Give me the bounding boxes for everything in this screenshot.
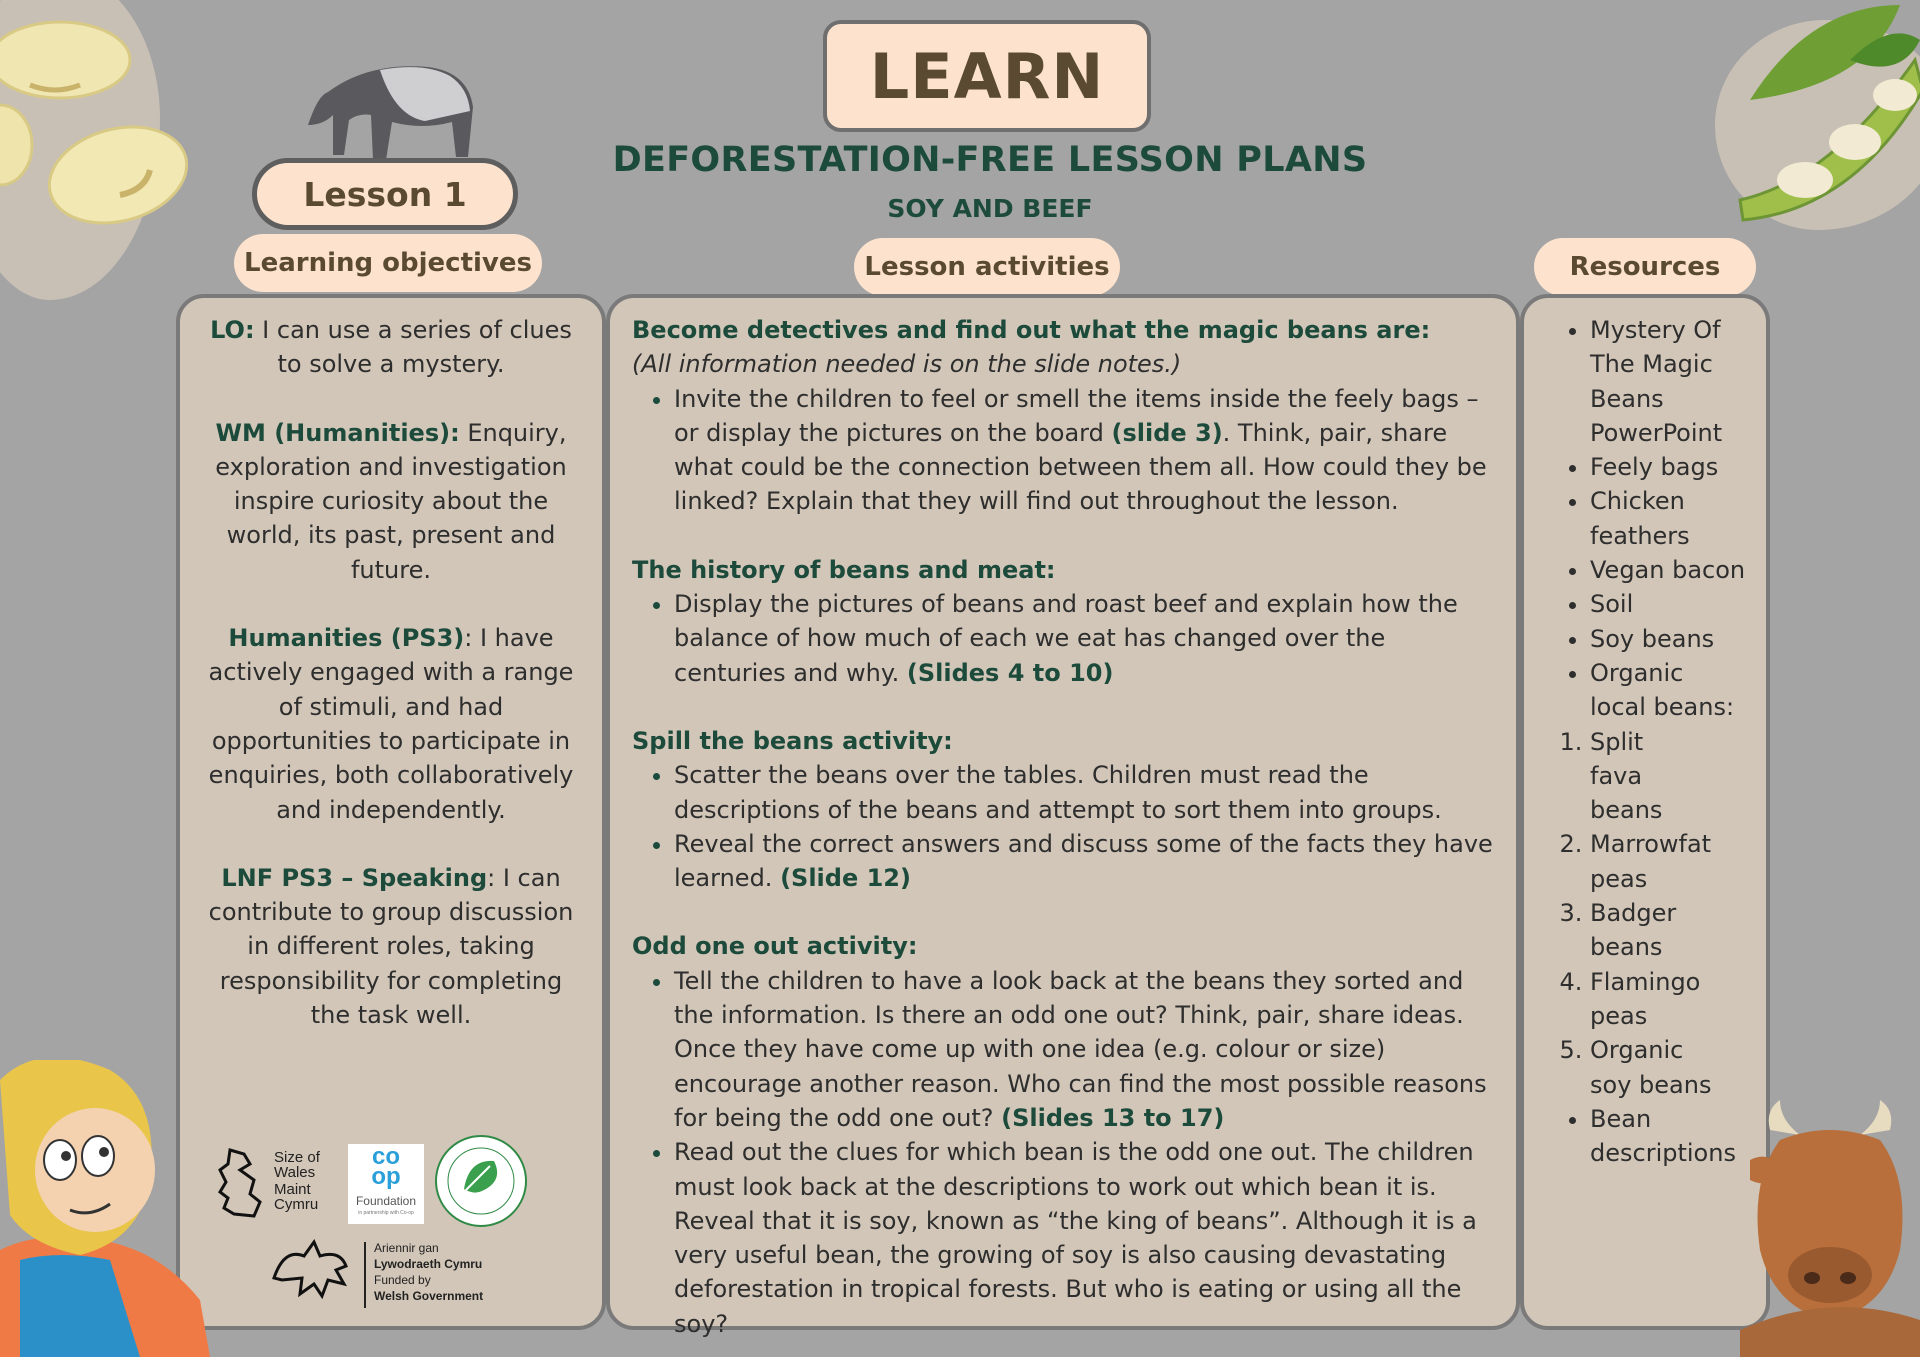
activity-heading: The history of beans and meat:: [632, 555, 1056, 584]
resource-list: [1524, 313, 1758, 725]
size-of-wales-logo: Size of Wales Maint Cymru: [216, 1144, 336, 1222]
bean-item: 4. Flamingo peas: [1590, 965, 1700, 1034]
activity-note: (All information needed is on the slide notes.): [632, 350, 1182, 379]
child-character-illustration: [0, 1060, 230, 1357]
bean-item: 3. Badger beans: [1590, 896, 1700, 965]
cow-illustration: [1740, 1100, 1920, 1357]
page-subtitle: SOY AND BEEF: [887, 194, 1093, 223]
objective-item: LO: I can use a series of clues to solve a mystery.: [210, 316, 572, 379]
bean-item: 5. Organic soy beans: [1590, 1033, 1730, 1102]
activity-heading: Become detectives and find out what the magic beans are:: [632, 316, 1431, 344]
resource-item: • Mystery Of The Magic Beans PowerPoint: [1590, 313, 1730, 450]
objective-item: LNF PS3 – Speaking: I can contribute to group discussion in different roles, taking responsibility for completing the task well.: [208, 863, 574, 1030]
bean-item: 1. Split fava beans: [1590, 725, 1700, 828]
activity-heading: Odd one out activity:: [632, 932, 918, 961]
resource-item: • Soil: [1590, 587, 1758, 621]
objectives-label: Learning objectives: [234, 234, 542, 292]
lesson-label: Lesson 1: [303, 174, 467, 214]
learn-label: LEARN: [869, 39, 1105, 113]
coop-foundation-logo: co op Foundation in partnership with Co-op: [348, 1144, 424, 1224]
activity-bullet: • Reveal the correct answers and discuss some of the facts they have learned. (Slide 12): [674, 827, 1496, 896]
beans-illustration: [0, 20, 200, 230]
resource-item: • Soy beans: [1590, 622, 1758, 656]
activities-label: Lesson activities: [854, 238, 1120, 296]
lesson-number-pill: [252, 158, 518, 230]
resources-panel: [1520, 294, 1770, 1330]
activity-bullet: • Invite the children to feel or smell the items inside the feely bags – or display the pictures on the board (slide 3). Think, pair, share what could be the connection between them all. How could they be linked? Explain that they will find out throughout the lesson.: [674, 382, 1496, 519]
resource-item: • Chicken feathers: [1590, 484, 1700, 553]
resource-item: • Bean descriptions: [1590, 1102, 1740, 1171]
objectives-panel: [176, 294, 606, 1330]
resources-label: Resources: [1534, 238, 1756, 296]
resource-item: • Feely bags: [1590, 450, 1758, 484]
resource-item: • Vegan bacon: [1590, 553, 1758, 587]
activity-heading: Spill the beans activity:: [632, 726, 953, 755]
bean-numbered-list: [1524, 725, 1758, 1102]
deforestation-free-schools-badge: [434, 1134, 528, 1228]
objective-item: Humanities (PS3): I have actively engaged with a range of stimuli, and had opportunities to participate in enquiries, both collaboratively and independently.: [208, 624, 574, 824]
activity-bullet: • Read out the clues for which bean is the odd one out. The children must look back at the descriptions to work out which bean it is. Reveal that it is soy, known as “the king of beans”. Although it is a very useful bean, the growing of soy is also causing devastating deforestation in tropical forests. But who is eating or using all the soy?: [674, 1135, 1496, 1341]
soy-plant-illustration: [1710, 0, 1920, 240]
bean-item: 2. Marrowfat peas: [1590, 827, 1700, 896]
activities-panel: [606, 294, 1520, 1338]
activity-bullet: • Tell the children to have a look back at the beans they sorted and the information. Is there an odd one out? Think, pair, share ideas. Once they have come up with one idea (e.g. colour or size) encourage another reason. Who can find the most possible reasons for being the odd one out? (Slides 13 to 17): [674, 964, 1496, 1135]
activity-bullet: • Scatter the beans over the tables. Children must read the descriptions of the beans and attempt to sort them into groups.: [674, 758, 1496, 827]
resource-list: [1524, 1102, 1758, 1171]
resource-item: • Organic local beans:: [1590, 656, 1740, 725]
activity-bullet: • Display the pictures of beans and roast beef and explain how the balance of how much of each we eat has changed over the centuries and why. (Slides 4 to 10): [674, 587, 1496, 690]
tapir-illustration: [288, 52, 478, 164]
page-title: DEFORESTATION-FREE LESSON PLANS: [612, 140, 1368, 180]
objective-item: WM (Humanities): Enquiry, exploration and investigation inspire curiosity about the world, its past, present and future.: [215, 418, 567, 584]
learn-banner: [823, 20, 1151, 132]
welsh-government-logo: Ariennir gan Lywodraeth Cymru Funded by Welsh Government: [268, 1238, 508, 1312]
